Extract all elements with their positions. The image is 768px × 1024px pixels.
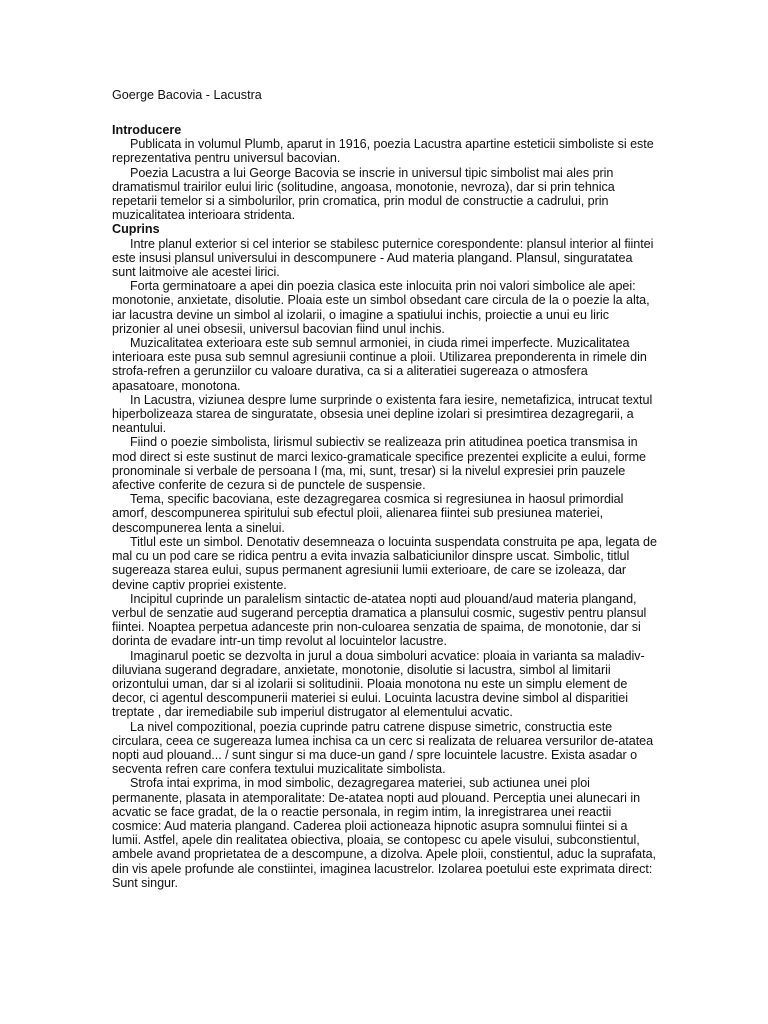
cuprins-paragraph-10: La nivel compozitional, poezia cuprinde patru catrene dispuse simetric, constructia este circulara, ceea ce sugereaza lumea inchisa ca un cerc si realizata de reluarea versurilor de-atatea nopti aud plouand... / sunt singur si ma duce-un gand / spre locuintele lacustre. Exista asadar o secventa refren care confera textului muzicalitate simbolista. (112, 719, 654, 777)
cuprins-paragraph-3: Muzicalitatea exterioara este sub semnul armoniei, in ciuda rimei imperfecte. Muzicalitatea interioara este pusa sub semnul agresiunii continue a ploii. Utilizarea preponderenta in rimele din strofa-refren a gerunziilor cu valoare durativa, ca si a aliteratiei sugereaza o atmosfera apasatoare, monotona. (112, 336, 647, 393)
intro-paragraph-1: Publicata in volumul Plumb, aparut in 1916, poezia Lacustra apartine esteticii simboliste si este reprezentativa pentru universul bacovian. (112, 137, 654, 166)
cuprins-paragraph-11: Strofa intai exprima, in mod simbolic, dezagregarea materiei, sub actiunea unei ploi permanente, plasata in atemporalitate: De-atatea nopti aud plouand. Perceptia unei alunecari in acvatic se face gradat, de la o reactie personala, in regim intim, la inregistrarea unei reactii cosmice: Aud materia plangand. Caderea ploii actioneaza hipnotic asupra somnului fiintei si a lumii. Astfel, apele din realitatea obiectiva, ploaia, se contopesc cu apele visului, subconstientul, ambele avand proprietatea de a descompune, a dizolva. Apele ploii, constientul, aduc la suprafata, din vis apele profunde ale constiintei, imaginea lacustrelor. Izolarea poetului este exprimata direct: Sunt singur. (112, 776, 656, 890)
section-introducere (112, 123, 657, 222)
cuprins-paragraph-6: Tema, specific bacoviana, este dezagregarea cosmica si regresiunea in haosul primordial amorf, descompunerea spiritului sub efectul ploii, alienarea fiintei sub presiunea materiei, descompunerea lenta a sinelui. (112, 492, 624, 535)
cuprins-paragraph-7: Titlul este un simbol. Denotativ desemneaza o locuinta suspendata construita pe apa, legata de mal cu un pod care se ridica pentru a evita invazia salbaticiunilor dinspre uscat. Simbolic, titlul sugereaza starea eului, supus permanent agresiunii lumii exterioare, de care se izoleaza, dar devine captiv propriei existente. (112, 534, 657, 592)
document-page (112, 88, 657, 890)
document-title: Goerge Bacovia - Lacustra (112, 88, 262, 102)
cuprins-paragraph-8: Incipitul cuprinde un paralelism sintactic de-atatea nopti aud plouand/aud materia plangand, verbul de senzatie aud sugerand perceptia dramatica a plansului cosmic, sugestiv pentru plansul fiintei. Noaptea perpetua adanceste prin non-culoarea senzatia de spaima, de monotonie, dar si dorinta de evadare intr-un timp revolut al locuintelor lacustre. (112, 591, 647, 649)
cuprins-paragraph-2: Forta germinatoare a apei din poezia clasica este inlocuita prin noi valori simbolice ale apei: monotonie, anxietate, disolutie. Ploaia este un simbol obsedant care circula de la o poezie la alta, iar lacustra devine un simbol al izolarii, o imagine a spatiului inchis, proiectie a unui eu liric prizonier al unei obsesii, universul bacovian fiind unul inchis. (112, 279, 650, 336)
section-cuprins (112, 222, 657, 890)
section-heading-cuprins: Cuprins (112, 222, 160, 237)
cuprins-paragraph-4: In Lacustra, viziunea despre lume surprinde o existenta fara iesire, nemetafizica, intrucat textul hiperbolizeaza starea de singuratate, obsesia unei depline izolari si presimtirea dezagregarii, a neantului. (112, 392, 653, 436)
intro-paragraph-2: Poezia Lacustra a lui George Bacovia se inscrie in universul tipic simbolist mai ales prin dramatismul trairilor eului liric (solitudine, angoasa, monotonie, nevroza), dar si prin tehnica repetarii temelor si a simbolurilor, prin cromatica, prin modul de constructie a cadrului, prin muzicalitatea interioara stridenta. (112, 165, 615, 223)
section-heading-introducere: Introducere (112, 123, 182, 137)
cuprins-paragraph-9: Imaginarul poetic se dezvolta in jurul a doua simboluri acvatice: ploaia in varianta sa maladiv-diluviana sugerand degradare, anxietate, monotonie, disolutie si lacustra, simbol al limitarii orizontului uman, dar si al izolarii si solitudinii. Ploaia monotona nu este un simplu element de decor, ci agentul descompunerii materiei si eului. Locuinta lacustra devine simbol al disparitiei treptate , dar iremediabile sub imperiul distrugator al elementului acvatic. (112, 648, 645, 720)
cuprins-paragraph-1: Intre planul exterior si cel interior se stabilesc puternice corespondente: plansul interior al fiintei este insusi plansul universului in descompunere - Aud materia plangand. Plansul, singuratatea sunt laitmoive ale acestei lirici. (112, 236, 654, 280)
cuprins-paragraph-5: Fiind o poezie simbolista, lirismul subiectiv se realizeaza prin atitudinea poetica transmisa in mod direct si este sustinut de marci lexico-gramaticale specifice prezentei explicite a eului, forme pronominale si verbale de persoana I (ma, mi, sunt, tresar) si la nivelul expresiei prin pauzele afective conferite de cezura si de punctele de suspensie. (112, 435, 646, 493)
